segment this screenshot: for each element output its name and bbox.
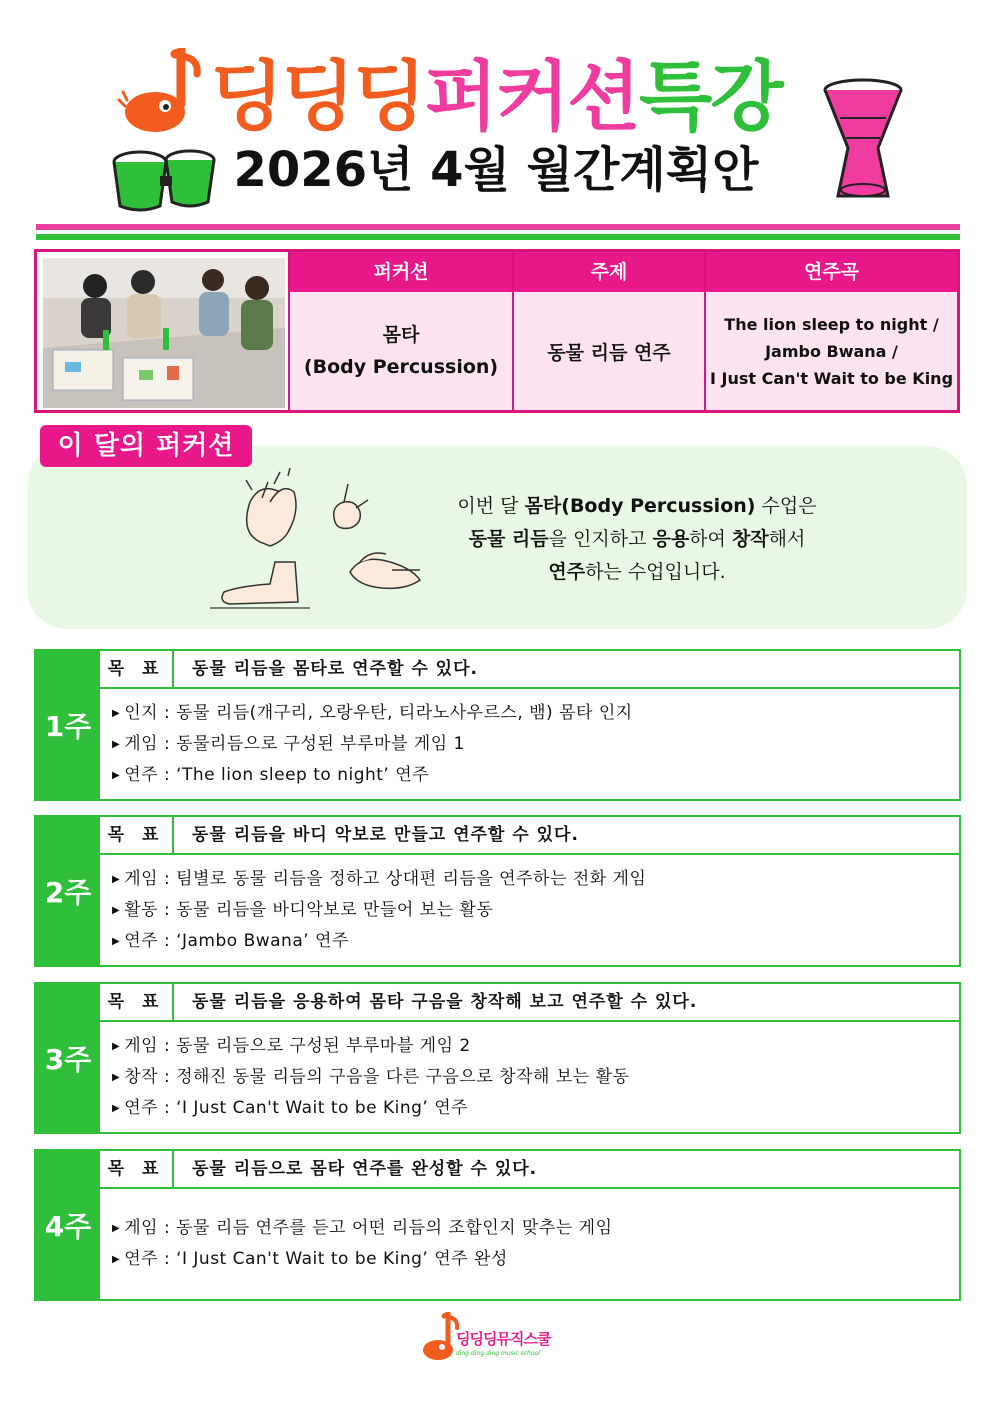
week-2-box: [34, 815, 961, 967]
logo-subtext: ding ding ding music school: [456, 1350, 540, 1357]
song-1: The lion sleep to night /: [724, 314, 939, 334]
songs-cell: [706, 292, 957, 410]
month-description: [412, 490, 862, 589]
list-item: [112, 1062, 959, 1093]
list-item: [112, 1244, 959, 1275]
list-item: [112, 895, 959, 926]
desc-bold: 응용: [652, 528, 690, 550]
percussion-header: 퍼커션: [290, 252, 512, 292]
desc-text: 하여: [689, 528, 732, 550]
percussion-cell: [290, 292, 512, 410]
desc-text: 해서: [768, 528, 806, 550]
logo-text: 딩딩딩뮤직스쿨: [456, 1330, 551, 1348]
bullet-icon: ▶: [112, 1102, 121, 1114]
description-line-3: [412, 556, 862, 589]
percussion-name: 몸타: [382, 324, 420, 346]
bullet-icon: ▶: [112, 738, 121, 750]
goal-row: [100, 1151, 959, 1189]
theme-value: 동물 리듬 연주: [547, 341, 671, 364]
music-note-mascot-icon: [115, 48, 205, 138]
bullet-icon: ▶: [112, 707, 121, 719]
bullet-icon: ▶: [112, 873, 121, 885]
list-item: [112, 1031, 959, 1062]
month-tag: 이 달의 퍼커션: [40, 425, 252, 467]
songs-column: [704, 252, 957, 410]
body-percussion-illustration: [210, 462, 440, 612]
goal-key: 목 표: [100, 817, 174, 853]
description-line-2: [412, 523, 862, 556]
week-label: 4주: [36, 1151, 100, 1299]
description-line-1: [412, 490, 862, 523]
class-photo: [43, 258, 285, 408]
bullet-icon: ▶: [112, 1254, 121, 1265]
list-item: [112, 698, 959, 729]
week-1-box: [34, 649, 961, 801]
page-subtitle: 2026년 4월 월간계획안: [233, 142, 759, 198]
goal-text: 동물 리듬을 몸타로 연주할 수 있다.: [192, 659, 478, 679]
song-3: I Just Can't Wait to be King: [709, 368, 954, 388]
activity-list: [112, 1022, 959, 1132]
item-text: 게임 : 동물 리듬으로 구성된 부루마블 게임 2: [124, 1035, 471, 1056]
desc-bold: 동물 리듬: [468, 528, 549, 550]
goal-text: 동물 리듬으로 몸타 연주를 완성할 수 있다.: [192, 1159, 538, 1179]
title-part-2: 퍼커션: [424, 52, 639, 141]
clapping-hands-icon: [246, 468, 296, 546]
song-2: Jambo Bwana /: [765, 341, 898, 361]
class-photo-image: [43, 258, 285, 408]
list-item: [112, 926, 959, 957]
music-note-logo-icon: [420, 1312, 460, 1362]
percussion-name-en: (Body Percussion): [303, 356, 499, 378]
goal-row: [100, 817, 959, 855]
desc-text: 이번 달: [457, 495, 525, 517]
week-label: 1주: [36, 651, 100, 799]
title-part-1: 딩딩딩: [210, 52, 425, 141]
activity-list: [112, 689, 959, 799]
item-text: 게임 : 팀별로 동물 리듬을 정하고 상대편 리듬을 연주하는 전화 게임: [124, 868, 647, 889]
bullet-icon: ▶: [112, 769, 121, 781]
bullet-icon: ▶: [112, 1040, 121, 1052]
week-3-box: [34, 982, 961, 1134]
goal-text: 동물 리듬을 응용하여 몸타 구음을 창작해 보고 연주할 수 있다.: [192, 992, 698, 1012]
theme-header: 주제: [514, 252, 704, 292]
item-text: 게임 : 동물 리듬 연주를 듣고 어떤 리듬의 조합인지 맞추는 게임: [124, 1218, 613, 1238]
divider-pink: [36, 224, 960, 230]
list-item: [112, 864, 959, 895]
goal-key: 목 표: [100, 1151, 174, 1187]
goal-row: [100, 651, 959, 689]
footer-logo: [420, 1312, 550, 1362]
bullet-icon: ▶: [112, 1071, 121, 1083]
desc-text: 을 인지하고: [548, 528, 653, 550]
info-table: [34, 249, 960, 413]
goal-key: 목 표: [100, 651, 174, 687]
item-text: 연주 : ‘I Just Can't Wait to be King’ 연주 완성: [124, 1249, 508, 1269]
list-item: [112, 1093, 959, 1124]
item-text: 연주 : ‘The lion sleep to night’ 연주: [124, 764, 430, 785]
week-label: 2주: [36, 817, 100, 965]
week-4-box: [34, 1149, 961, 1301]
desc-bold: 연주: [548, 561, 586, 583]
week-label: 3주: [36, 984, 100, 1132]
theme-column: [512, 252, 704, 410]
item-text: 연주 : ‘Jambo Bwana’ 연주: [124, 930, 349, 951]
item-text: 게임 : 동물리듬으로 구성된 부루마블 게임 1: [124, 733, 465, 754]
desc-text: 수업은: [755, 495, 817, 517]
item-text: 연주 : ‘I Just Can't Wait to be King’ 연주: [124, 1097, 469, 1118]
list-item: [112, 729, 959, 760]
list-item: [112, 1213, 959, 1244]
item-text: 창작 : 정해진 동물 리듬의 구음을 다른 구음으로 창작해 보는 활동: [124, 1066, 630, 1087]
activity-list: [112, 855, 959, 965]
bullet-icon: ▶: [112, 904, 121, 916]
divider-green: [36, 234, 960, 240]
activity-list: [112, 1189, 959, 1299]
finger-snap-icon: [334, 484, 368, 528]
item-text: 인지 : 동물 리듬(개구리, 오랑우탄, 티라노사우르스, 뱀) 몸타 인지: [124, 702, 633, 723]
desc-text: 하는 수업입니다.: [585, 561, 726, 583]
goal-row: [100, 984, 959, 1022]
foot-stomp-icon: [210, 562, 310, 608]
clap-hands-icon: [350, 553, 420, 588]
list-item: [112, 760, 959, 791]
goal-key: 목 표: [100, 984, 174, 1020]
goal-text: 동물 리듬을 바디 악보로 만들고 연주할 수 있다.: [192, 825, 579, 845]
desc-bold: 창작: [731, 528, 769, 550]
bullet-icon: ▶: [112, 935, 121, 947]
desc-bold: 몸타(Body Percussion): [524, 495, 756, 517]
title-part-3: 특강: [638, 52, 782, 141]
bullet-icon: ▶: [112, 1223, 121, 1234]
item-text: 활동 : 동물 리듬을 바디악보로 만들어 보는 활동: [124, 899, 494, 920]
theme-cell: [514, 292, 704, 410]
songs-header: 연주곡: [706, 252, 957, 292]
percussion-column: [288, 252, 512, 410]
